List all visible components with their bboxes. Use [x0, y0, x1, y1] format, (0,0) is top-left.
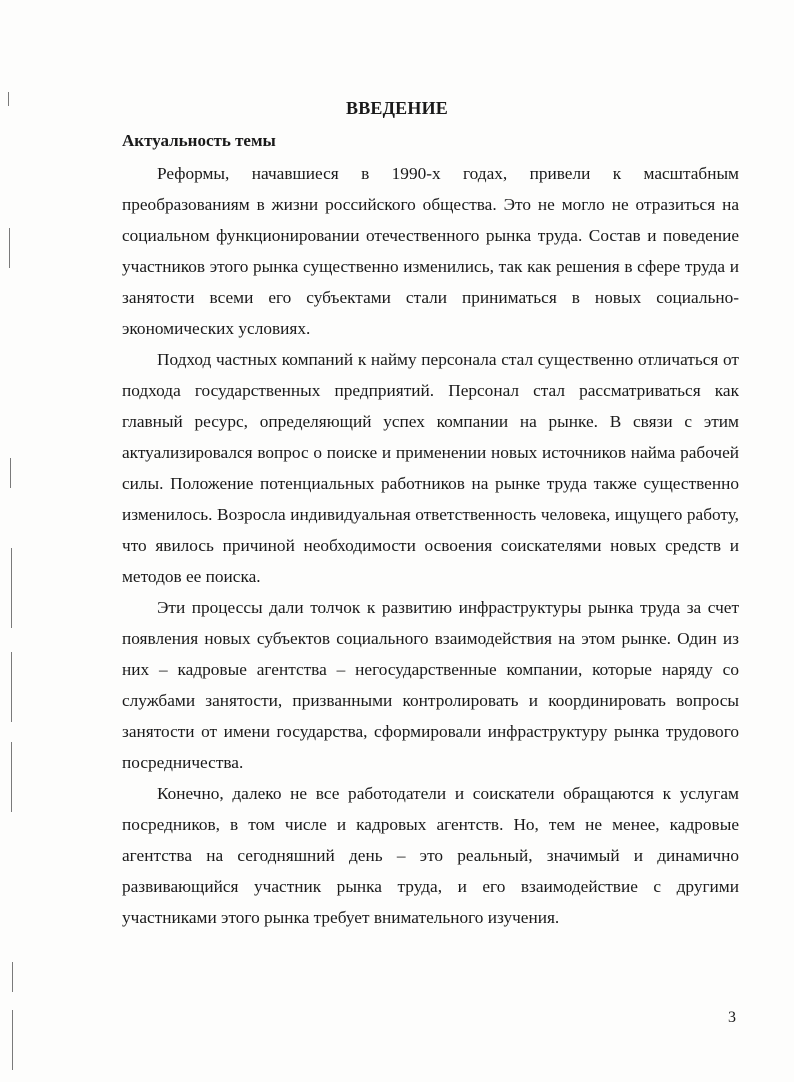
paragraph: Конечно, далеко не все работодатели и соискатели обращаются к услугам посредников, в том числе и кадровых агентств. Но, тем не менее, кадровые агентства на сегодняшний день – это реальный, значимый и динамично развивающийся участник рынка труда, и его взаимодействие с другими участниками этого рынка требует внимательного изучения.	[122, 784, 739, 927]
page-title: ВВЕДЕНИЕ	[345, 98, 448, 118]
paragraph: Подход частных компаний к найму персонала стал существенно отличаться от подхода государственных предприятий. Персонал стал рассматриваться как главный ресурс, определяющий успех компании на рынке. В связи с этим актуализировался вопрос о поиске и применении новых источников найма рабочей силы. Положение потенциальных работников на рынке труда также существенно изменилось. Возросла индивидуальная ответственность человека, ищущего работу, что явилось причиной необходимости освоения соискателями новых средств и методов ее поиска.	[122, 350, 739, 586]
scan-artifact	[11, 742, 12, 812]
scan-artifact	[9, 228, 10, 268]
scan-artifact	[10, 458, 11, 488]
paragraph: Реформы, начавшиеся в 1990-х годах, привели к масштабным преобразованиям в жизни российского общества. Это не могло не отразиться на социальном функционировании отечественного рынка труда. Состав и поведение участников этого рынка существенно изменились, так как решения в сфере труда и занятости всеми его субъектами стали приниматься в новых социально-экономических условиях.	[122, 164, 739, 338]
scan-artifact	[11, 652, 12, 722]
page-number: 3	[728, 1009, 736, 1026]
scan-artifact	[12, 1010, 13, 1070]
scan-artifact	[11, 548, 12, 628]
body-text	[122, 158, 739, 933]
section-heading: Актуальность темы	[122, 131, 276, 150]
paragraph: Эти процессы дали толчок к развитию инфраструктуры рынка труда за счет появления новых субъектов социального взаимодействия на этом рынке. Один из них – кадровые агентства – негосударственные компании, которые наряду со службами занятости, призванными контролировать и координировать вопросы занятости от имени государства, сформировали инфраструктуру рынка трудового посредничества.	[122, 598, 739, 772]
scan-artifact	[12, 962, 13, 992]
